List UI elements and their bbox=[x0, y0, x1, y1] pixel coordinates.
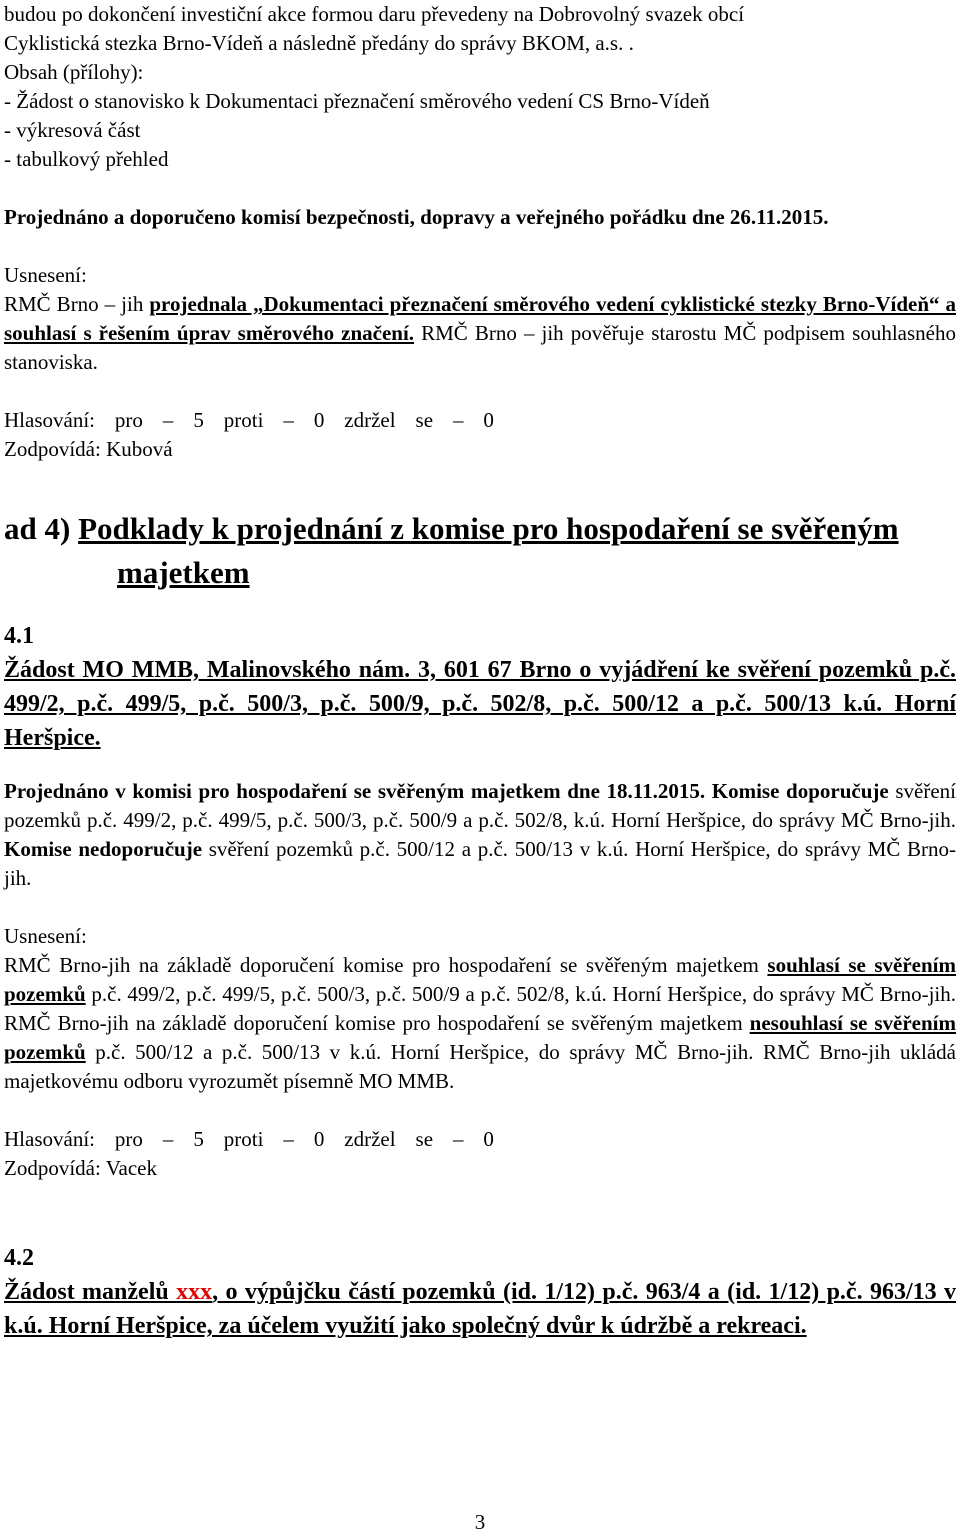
item42-title-a: Žádost manželů bbox=[4, 1279, 177, 1305]
item42-title-b: , o výpůjčku částí pozemků (id. 1/12) p.č. 963/4 a (id. 1/12) p.č. 963/13 v k.ú. Horní Heršpice, za účelem využití jako společný dvůr k údržbě a rekreaci. bbox=[4, 1279, 956, 1339]
item41-res-a: RMČ Brno-jih na základě doporučení komise pro hospodaření se svěřeným majetkem bbox=[4, 953, 768, 977]
item41-responsible: Zodpovídá: Vacek bbox=[4, 1156, 157, 1180]
item41-resolution-text bbox=[4, 951, 956, 1096]
attachment-item: - tabulkový přehled bbox=[4, 147, 169, 171]
item41-res-approve: souhlasí se svěřením pozemků bbox=[4, 953, 956, 1006]
item41-title: Žádost MO MMB, Malinovského nám. 3, 601 67 Brno o vyjádření ke svěření pozemků p.č. 499/2, p.č. 499/5, p.č. 500/3, p.č. 500/9, p.č. 502/8, p.č. 500/12 a p.č. 500/13 k.ú. Horní Heršpice. bbox=[4, 657, 956, 751]
item3-responsible: Zodpovídá: Kubová bbox=[4, 437, 173, 461]
section-4-number: ad 4) bbox=[4, 511, 79, 546]
section-4-title: Podklady k projednání z komise pro hospodaření se svěřeným majetkem bbox=[78, 511, 899, 590]
item3-res-mandate: RMČ Brno – jih pověřuje starostu MČ podpisem souhlasného stanoviska. bbox=[4, 321, 956, 374]
item3-resolution-text bbox=[4, 290, 956, 377]
item41-vote: Hlasování: pro – 5 proti – 0 zdržel se – 0 bbox=[4, 1127, 494, 1151]
item41-res-reject: nesouhlasí se svěřením pozemků bbox=[4, 1011, 956, 1064]
attachment-item: - výkresová část bbox=[4, 118, 141, 142]
item42-redacted-name: xxx bbox=[176, 1279, 213, 1305]
page-number: 3 bbox=[474, 1510, 486, 1534]
item42-title bbox=[4, 1275, 956, 1343]
intro-line-1: budou po dokončení investiční akce formou daru převedeny na Dobrovolný svazek obcí bbox=[4, 2, 745, 26]
item41-discussed bbox=[4, 777, 956, 893]
intro-line-2: Cyklistická stezka Brno-Vídeň a následně předány do správy BKOM, a.s. . bbox=[4, 31, 634, 55]
item41-resolution-label: Usnesení: bbox=[4, 924, 87, 948]
item3-res-subject: RMČ Brno – jih bbox=[4, 292, 150, 316]
document-page bbox=[4, 0, 956, 1343]
attachment-item: - Žádost o stanovisko k Dokumentaci přeznačení směrového vedení CS Brno-Vídeň bbox=[4, 89, 710, 113]
item41-discussed-c: Komise nedoporučuje bbox=[4, 837, 203, 861]
item3-res-decision: projednala „Dokumentaci přeznačení směrového vedení cyklistické stezky Brno-Vídeň“ a souhlasí s řešením úprav směrového značení. bbox=[4, 292, 956, 345]
item41-res-e: p.č. 500/12 a p.č. 500/13 v k.ú. Horní Heršpice, do správy MČ Brno-jih. RMČ Brno-jih ukládá majetkovému odboru vyrozumět písemně MO MMB. bbox=[4, 1040, 956, 1093]
item3-discussed: Projednáno a doporučeno komisí bezpečnosti, dopravy a veřejného pořádku dne 26.11.2015. bbox=[4, 205, 829, 229]
item41-res-c: p.č. 499/2, p.č. 499/5, p.č. 500/3, p.č. 500/9 a p.č. 502/8, k.ú. Horní Heršpice, do správy MČ Brno-jih. RMČ Brno-jih na základě doporučení komise pro hospodaření se svěřeným majetkem bbox=[4, 982, 956, 1035]
item41-number: 4.1 bbox=[4, 623, 34, 649]
item41-discussed-d: svěření pozemků p.č. 500/12 a p.č. 500/13 v k.ú. Horní Heršpice, do správy MČ Brno-jih. bbox=[4, 837, 957, 890]
attachments-label: Obsah (přílohy): bbox=[4, 60, 144, 84]
item3-resolution-label: Usnesení: bbox=[4, 263, 87, 287]
section-4-heading bbox=[4, 507, 956, 595]
item41-discussed-b: svěření pozemků p.č. 499/2, p.č. 499/5, p.č. 500/3, p.č. 500/9 a p.č. 502/8, k.ú. Horní Heršpice, do správy MČ Brno-jih. bbox=[4, 779, 956, 832]
item3-vote: Hlasování: pro – 5 proti – 0 zdržel se – 0 bbox=[4, 408, 494, 432]
item41-discussed-a: Projednáno v komisi pro hospodaření se svěřeným majetkem dne 18.11.2015. Komise doporučuje bbox=[4, 779, 889, 803]
item42-number: 4.2 bbox=[4, 1245, 34, 1271]
